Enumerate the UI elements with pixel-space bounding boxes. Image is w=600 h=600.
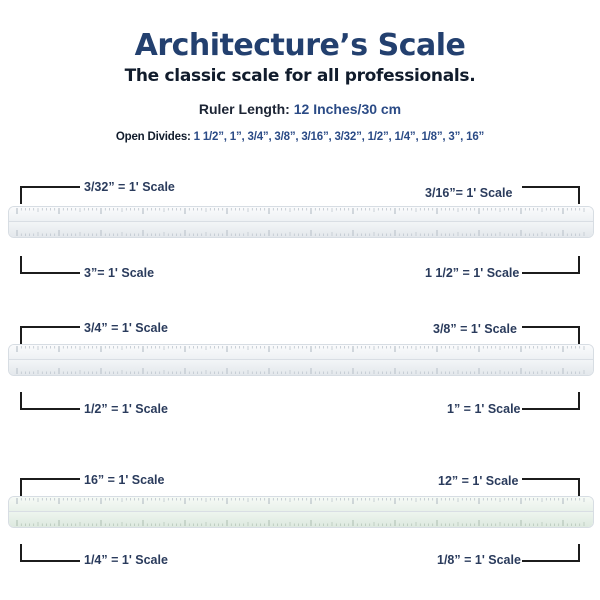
scale-label-top-right: 12” = 1' Scale [438,474,519,488]
open-divides-label: Open Divides: [115,131,191,143]
bracket-bottom-left [20,256,80,274]
bracket-bottom-right [522,544,580,562]
scale-label-bottom-right: 1” = 1' Scale [447,402,521,416]
scale-label-bottom-left: 1/4” = 1' Scale [84,553,168,567]
ruler-3 [8,496,594,528]
ruler-length-line [0,101,600,117]
scale-label-top-right: 3/8” = 1' Scale [433,322,517,336]
bracket-top-left [20,326,80,344]
bracket-top-left [20,478,80,496]
ruler-2 [8,344,594,376]
bracket-top-right [522,478,580,496]
ruler-ticks [9,207,593,237]
bracket-bottom-left [20,544,80,562]
bracket-top-right [522,186,580,204]
bracket-bottom-right [522,256,580,274]
scale-label-top-left: 3/32” = 1' Scale [84,180,175,194]
page-title: Architecture’s Scale [134,28,466,63]
scale-label-top-right: 3/16”= 1' Scale [425,186,513,200]
bracket-top-left [20,186,80,204]
open-divides-value: 1 1/2”, 1”, 3/4”, 3/8”, 3/16”, 3/32”, 1/2”, 1/4”, 1/8”, 3”, 16” [193,131,485,143]
ruler-1 [8,206,594,238]
scale-label-bottom-right: 1/8” = 1' Scale [437,553,521,567]
bracket-bottom-right [522,392,580,410]
ruler-ticks [9,497,593,527]
scale-label-bottom-left: 3”= 1' Scale [84,266,155,280]
open-divides-line [0,131,600,143]
scale-label-top-left: 3/4” = 1' Scale [84,321,168,335]
bracket-top-right [522,326,580,344]
scale-label-bottom-left: 1/2” = 1' Scale [84,402,168,416]
bracket-bottom-left [20,392,80,410]
page-subtitle: The classic scale for all professionals. [124,66,476,86]
ruler-length-label: Ruler Length: [198,101,290,117]
scale-label-bottom-right: 1 1/2” = 1' Scale [425,266,520,280]
ruler-ticks [9,345,593,375]
scale-label-top-left: 16” = 1' Scale [84,473,165,487]
ruler-length-value: 12 Inches/30 cm [293,101,402,117]
